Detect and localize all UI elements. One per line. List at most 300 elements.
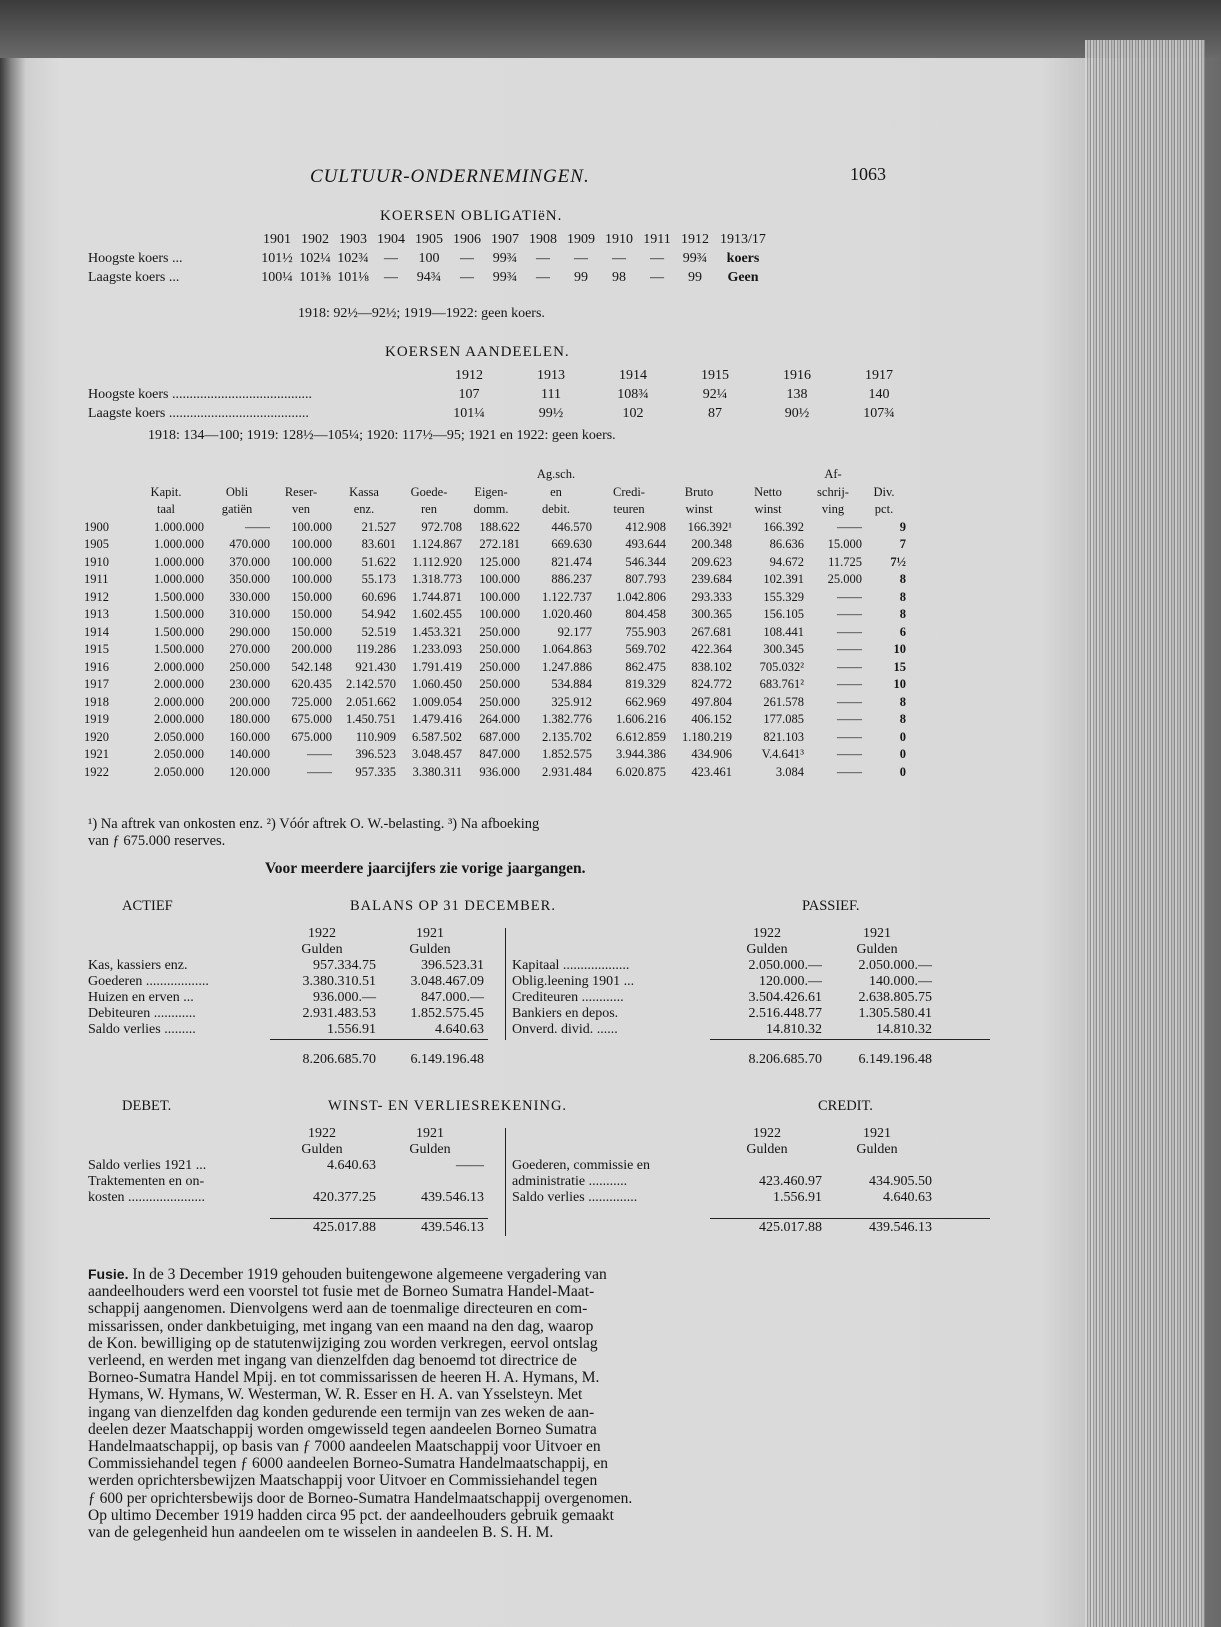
value-cell: 55.173 (361, 572, 396, 586)
value-cell: 546.344 (625, 554, 666, 569)
value-cell: 755.903 (625, 624, 666, 639)
value-cell: 3.380.311 (412, 764, 462, 779)
value-cell: 160.000 (229, 729, 270, 744)
value-cell: — (574, 251, 588, 266)
row-label: Crediteuren ............ (512, 990, 624, 1005)
value-cell: —— (245, 519, 270, 534)
total-1921: 6.149.196.48 (410, 1052, 484, 1067)
value-cell: 497.804 (691, 694, 732, 709)
table-row (88, 1158, 484, 1174)
total-1922: 8.206.685.70 (302, 1052, 376, 1067)
value-cell: 6.612.859 (616, 729, 666, 744)
value-cell: 101⅜ (299, 270, 331, 285)
value-cell: 290.000 (229, 624, 270, 639)
year-cell: 1905 (415, 232, 443, 247)
value-cell: —— (837, 747, 862, 761)
value-cell: 446.570 (551, 519, 592, 534)
paragraph-text: In de 3 December 1919 gehouden buitengewone algemeene vergadering van (132, 1266, 607, 1283)
value-cell: 1.122.737 (542, 589, 592, 604)
value-cell: 150.000 (291, 589, 332, 604)
year-cell: 1914 (619, 368, 647, 383)
value-cell: — (536, 270, 550, 285)
value-1922: 3.380.310.51 (302, 974, 376, 989)
row-label: Goederen .................. (88, 974, 209, 989)
book-page (60, 58, 1085, 1627)
value-cell: 270.000 (229, 642, 270, 656)
value-cell: —— (837, 694, 862, 709)
column-header: Reser- (284, 484, 318, 499)
value-cell: 209.623 (691, 554, 732, 569)
aandeelen-year-row (88, 366, 920, 385)
paragraph-text: werden oprichtersbewijzen Maatschappij voor Uitvoer en Commissiehandel tegen (88, 1472, 598, 1490)
year-1922: 1922 (753, 926, 781, 941)
table-row (84, 659, 906, 677)
year-cell: 1917 (865, 368, 893, 383)
value-cell: 99¾ (492, 251, 518, 266)
year-cell: 1911 (84, 572, 109, 586)
value-cell: 350.000 (229, 572, 270, 586)
paragraph-line (88, 1335, 993, 1352)
year-1921: 1921 (416, 1126, 444, 1141)
value-cell: 52.519 (361, 624, 396, 639)
column-header (732, 466, 804, 484)
total-1921: 6.149.196.48 (858, 1052, 932, 1067)
table-row (88, 958, 484, 974)
year-cell: 1917 (84, 677, 109, 691)
total-1921: 439.546.13 (869, 1220, 932, 1235)
paragraph-line (88, 1490, 993, 1507)
value-1922: 423.460.97 (759, 1174, 822, 1189)
value-cell: —— (837, 659, 862, 674)
value-cell: 98 (612, 270, 626, 285)
value-cell: 821.474 (551, 554, 592, 569)
year-cell: 1915 (701, 368, 729, 383)
value-cell: 94¾ (416, 270, 442, 285)
table-row (84, 694, 906, 712)
row-label: Laagste koers ... (88, 270, 180, 285)
paragraph-line (88, 1472, 993, 1489)
value-cell: 155.329 (763, 589, 804, 604)
balans-passief-total (512, 1052, 932, 1068)
column-header (84, 466, 128, 484)
column-header: debit. (541, 502, 571, 516)
year-cell: 1911 (643, 232, 671, 247)
balans-passief-table (512, 926, 932, 1068)
row-label: Saldo verlies 1921 ... (88, 1158, 207, 1173)
value-cell: 120.000 (229, 764, 270, 779)
column-header: pct. (874, 502, 894, 516)
row-label: Hoogste koers ........................................ (88, 387, 312, 402)
running-header: CULTUUR-ONDERNEMINGEN. (310, 166, 590, 187)
value-cell: 250.000 (479, 677, 520, 691)
row-label: Goederen, commissie en (512, 1158, 651, 1173)
value-cell: 267.681 (691, 624, 732, 639)
value-cell: 8 (899, 589, 906, 604)
value-cell: 6.020.875 (616, 764, 666, 779)
value-cell: 250.000 (479, 642, 520, 656)
year-cell: 1912 (681, 232, 709, 247)
winst-credit-total (512, 1220, 932, 1236)
year-cell: 1913 (537, 368, 565, 383)
value-cell: 725.000 (291, 694, 332, 709)
value-cell: —— (837, 764, 862, 779)
value-cell: 1.318.773 (412, 572, 462, 586)
aandeelen-table (88, 366, 920, 423)
value-cell: 250.000 (479, 694, 520, 709)
row-label: Huizen en erven ... (88, 990, 194, 1005)
row-label: Onverd. divid. ...... (512, 1022, 618, 1037)
column-header (862, 466, 906, 484)
balans-actief-table (88, 926, 484, 1068)
year-cell: 1906 (453, 232, 481, 247)
value-cell: 293.333 (691, 589, 732, 604)
table-row (88, 974, 484, 990)
year-1922: 1922 (753, 1126, 781, 1141)
value-cell: 10 (893, 642, 906, 656)
year-cell: 1913/17 (720, 232, 766, 247)
balans-passief-rows (512, 958, 932, 1038)
table-row (512, 958, 932, 974)
jaarcijfers-header-row (84, 501, 906, 519)
value-cell: 21.527 (361, 519, 396, 534)
paragraph-line (88, 1386, 993, 1403)
value-cell: 675.000 (291, 712, 332, 726)
year-cell: 1909 (567, 232, 595, 247)
value-cell: 542.148 (291, 659, 332, 674)
value-1922: 957.334.75 (313, 958, 376, 973)
column-header: Af- (824, 467, 842, 481)
year-cell: 1903 (339, 232, 367, 247)
value-cell: 250.000 (479, 624, 520, 639)
value-cell: 1.602.455 (412, 607, 462, 621)
value-cell: 862.475 (625, 659, 666, 674)
value-cell: 94.672 (769, 554, 804, 569)
value-cell: V.4.641³ (761, 747, 804, 761)
value-cell: 1.247.886 (542, 659, 592, 674)
column-header: taal (156, 502, 176, 516)
column-header: Netto (754, 484, 782, 499)
column-header: Credi- (613, 484, 645, 499)
value-cell: 1.124.867 (412, 537, 462, 551)
table-row (512, 1174, 932, 1190)
value-1922: 14.810.32 (766, 1022, 822, 1037)
value-1922 (268, 1174, 376, 1190)
table-row (84, 711, 906, 729)
unit-label: Gulden (746, 1142, 788, 1157)
value-cell: 6.587.502 (412, 729, 462, 744)
value-cell: 1.744.871 (412, 589, 462, 604)
value-cell: 2.000.000 (154, 694, 204, 709)
year-1921: 1921 (863, 926, 891, 941)
jaarcijfers-header-row (84, 484, 906, 502)
value-cell: 1.180.219 (682, 729, 732, 744)
table-row (84, 624, 906, 642)
column-header: schrij- (817, 484, 849, 499)
winst-debet-rows (88, 1158, 484, 1206)
value-cell: 300.365 (691, 607, 732, 621)
page-edges (1085, 40, 1205, 1627)
value-cell: 99½ (538, 406, 564, 421)
value-cell: —— (307, 747, 332, 761)
table-row (88, 1006, 484, 1022)
paragraph-text: ingang van dienzelfden dag konden gedurende een termijn van zes weken de aan- (88, 1403, 595, 1421)
winst-divider (505, 1128, 506, 1236)
value-cell: 1.500.000 (154, 642, 204, 656)
value-1922: 2.050.000.— (748, 958, 822, 973)
row-label: administratie ........... (512, 1174, 628, 1189)
obligaties-title: KOERSEN OBLIGATIëN. (380, 208, 563, 224)
value-cell: 2.000.000 (154, 659, 204, 674)
value-1921: 4.640.63 (435, 1022, 484, 1037)
value-cell: 705.032² (759, 659, 804, 674)
value-cell: 620.435 (291, 677, 332, 691)
column-header: Eigen- (474, 484, 508, 499)
value-1922: 420.377.25 (313, 1190, 376, 1205)
value-cell: 272.181 (479, 537, 520, 551)
value-cell: 3.048.457 (412, 747, 462, 761)
value-1921: 439.546.13 (421, 1190, 484, 1205)
value-cell: 102¼ (299, 251, 331, 266)
paragraph-text: Commissiehandel tegen ƒ 6000 aandeelen Borneo-Sumatra Handelmaatschappij, en (88, 1455, 608, 1473)
value-1921: 396.523.31 (421, 958, 484, 973)
value-cell: 662.969 (625, 694, 666, 709)
value-cell: 9 (899, 519, 906, 534)
table-row (88, 1174, 484, 1190)
value-cell: 2.051.662 (346, 694, 396, 709)
value-cell: 396.523 (355, 747, 396, 761)
value-cell: 847.000 (479, 747, 520, 761)
paragraph-line (88, 1455, 993, 1472)
row-label: Kapitaal ................... (512, 958, 630, 973)
value-cell: 83.601 (361, 537, 396, 551)
table-row (84, 641, 906, 659)
value-1922: 1.556.91 (773, 1190, 822, 1205)
value-cell: 51.622 (361, 554, 396, 569)
unit-label: Gulden (746, 942, 788, 957)
unit-label: Gulden (856, 1142, 898, 1157)
aandeelen-row-laagste (88, 404, 920, 423)
winst-title: WINST- EN VERLIESREKENING. (328, 1098, 568, 1114)
column-header (332, 466, 396, 484)
paragraph-line (88, 1318, 993, 1335)
year-cell: 1919 (84, 712, 109, 726)
table-row (84, 746, 906, 764)
year-cell: 1921 (84, 747, 109, 761)
value-cell: 669.630 (551, 537, 592, 551)
column-header: ving (821, 502, 845, 516)
value-cell: 108¾ (617, 387, 649, 402)
column-header (396, 466, 462, 484)
value-cell: 100.000 (291, 572, 332, 586)
year-cell: 1912 (455, 368, 483, 383)
value-cell: 2.050.000 (154, 747, 204, 761)
value-cell: — (460, 251, 474, 266)
row-label: Kas, kassiers enz. (88, 958, 188, 973)
value-cell: —— (837, 729, 862, 744)
table-row (84, 676, 906, 694)
column-header (462, 466, 520, 484)
value-cell: 150.000 (291, 624, 332, 639)
value-cell: 3.084 (775, 764, 804, 779)
jaarcijfers-table (84, 466, 906, 781)
paragraph-text: schappij aangenomen. Dienvolgens werd aan de toenmalige directeuren en com- (88, 1300, 588, 1318)
row-label: Debiteuren ............ (88, 1006, 196, 1021)
fusie-paragraph (88, 1266, 993, 1541)
value-1922: 2.516.448.77 (748, 1006, 822, 1021)
year-cell: 1916 (84, 659, 109, 674)
value-cell: 107¾ (863, 406, 895, 421)
value-cell: 140.000 (229, 747, 270, 761)
value-cell: 166.392¹ (687, 519, 732, 534)
value-cell: 1.453.321 (412, 624, 462, 639)
obligaties-year-row (88, 230, 772, 249)
value-cell: 1.479.416 (412, 712, 462, 726)
unit-label: Gulden (409, 1142, 451, 1157)
value-cell: 100.000 (291, 537, 332, 551)
column-header: Bruto (684, 484, 714, 499)
column-header: ven (291, 502, 311, 516)
row-label: Hoogste koers ... (88, 251, 183, 266)
value-1922: 3.504.426.61 (748, 990, 822, 1005)
obligaties-table (88, 230, 772, 287)
value-cell: 807.793 (625, 572, 666, 586)
value-1921 (376, 1174, 484, 1190)
value-cell: 423.461 (691, 764, 732, 779)
row-label: kosten ...................... (88, 1190, 206, 1205)
column-header: Obli (225, 484, 249, 499)
value-1921 (822, 1158, 932, 1174)
value-cell: 412.908 (625, 519, 666, 534)
value-cell: — (650, 251, 664, 266)
column-header (592, 466, 666, 484)
column-header (204, 466, 270, 484)
paragraph-text: de Kon. bewilliging op de statutenwijziging zou worden verkregen, eervol ontslag (88, 1334, 598, 1352)
paragraph-text: Hymans, W. Hymans, W. Westerman, W. R. Esser en H. A. van Ysselsteyn. Met (88, 1386, 583, 1404)
value-cell: 2.000.000 (154, 677, 204, 691)
row-label: Laagste koers ........................................ (88, 406, 309, 421)
value-cell: —— (837, 607, 862, 621)
value-1921: 2.638.805.75 (858, 990, 932, 1005)
value-cell: 239.684 (691, 572, 732, 586)
value-cell: 107 (458, 387, 480, 402)
value-cell: 100¼ (261, 270, 293, 285)
value-cell: 92.177 (557, 624, 592, 639)
value-cell: 8 (899, 572, 906, 586)
value-1922 (712, 1158, 822, 1174)
value-cell: 0 (899, 764, 906, 779)
year-cell: 1907 (491, 232, 519, 247)
value-cell: — (460, 270, 474, 285)
paragraph-text: deelen dezer Maatschappij worden omgewisseld tegen aandeelen Borneo Sumatra (88, 1420, 597, 1438)
value-cell: 100.000 (291, 554, 332, 569)
value-cell: 7 (899, 537, 906, 551)
obligaties-row-hoogste (88, 249, 772, 268)
value-cell: 8 (899, 607, 906, 621)
value-cell: 683.761² (759, 677, 804, 691)
value-cell: — (650, 270, 664, 285)
value-cell: 180.000 (229, 712, 270, 726)
obligaties-note: 1918: 92½—92½; 1919—1922: geen koers. (298, 306, 545, 321)
table-row (88, 1190, 484, 1206)
value-cell: 1.060.450 (412, 677, 462, 691)
value-cell: 230.000 (229, 677, 270, 691)
value-cell: 99 (574, 270, 588, 285)
paragraph-line (88, 1283, 993, 1300)
table-row (84, 554, 906, 572)
value-cell: —— (837, 712, 862, 726)
winst-right-title: CREDIT. (818, 1098, 873, 1114)
year-cell: 1910 (605, 232, 633, 247)
value-cell: 100.000 (479, 607, 520, 621)
value-1921: 1.305.580.41 (858, 1006, 932, 1021)
value-cell: 1.112.920 (412, 554, 462, 569)
value-cell: 1.009.054 (412, 694, 462, 709)
value-cell: 156.105 (763, 607, 804, 621)
column-header (666, 466, 732, 484)
value-cell: 470.000 (229, 537, 270, 551)
column-header: Ag.sch. (536, 467, 576, 481)
footnote-line-2: van ƒ 675.000 reserves. (88, 833, 226, 849)
value-cell: 188.622 (479, 519, 520, 534)
value-cell: 138 (786, 387, 808, 402)
table-row (512, 974, 932, 990)
value-cell: —— (307, 764, 332, 779)
value-cell: 92¼ (702, 387, 728, 402)
value-cell: 125.000 (479, 554, 520, 569)
year-cell: 1914 (84, 624, 109, 639)
paragraph-line (88, 1369, 993, 1386)
aandeelen-row-hoogste (88, 385, 920, 404)
value-cell: 15 (893, 659, 906, 674)
value-cell: 90½ (784, 406, 810, 421)
table-row (84, 589, 906, 607)
fusie-label: Fusie. (88, 1266, 133, 1282)
unit-label: Gulden (301, 942, 343, 957)
aandeelen-title: KOERSEN AANDEELEN. (385, 344, 570, 360)
value-cell: 200.348 (691, 537, 732, 551)
column-header: Div. (873, 484, 895, 499)
value-cell: 330.000 (229, 589, 270, 604)
value-cell: 1.606.216 (616, 712, 666, 726)
table-row (84, 571, 906, 589)
unit-label: Gulden (301, 1142, 343, 1157)
paragraph-text: missarissen, onder dankbetuiging, met ingang van een maand na den dag, waarop (88, 1317, 594, 1335)
value-cell: 1.064.863 (542, 642, 592, 656)
value-1921: 434.905.50 (869, 1174, 932, 1189)
table-row (512, 990, 932, 1006)
value-cell: 2.050.000 (154, 729, 204, 744)
value-cell: 325.912 (551, 694, 592, 709)
value-cell: 99¾ (492, 270, 518, 285)
year-1921: 1921 (416, 926, 444, 941)
value-cell: — (536, 251, 550, 266)
column-header: ren (421, 502, 437, 516)
value-1921: 847.000.— (421, 990, 484, 1005)
value-cell: — (384, 251, 398, 266)
column-header: Goede- (410, 484, 448, 499)
table-row (84, 764, 906, 782)
table-row (88, 1022, 484, 1038)
paragraph-line (88, 1507, 993, 1524)
row-label: Saldo verlies .............. (512, 1190, 638, 1205)
value-cell: koers (726, 251, 760, 266)
paragraph-text: verleend, en werden met ingang van dienzelfden dag benoemd tot directrice de (88, 1352, 577, 1370)
column-header: winst (754, 502, 782, 516)
value-cell: 1.500.000 (154, 589, 204, 604)
value-cell: 8 (899, 712, 906, 726)
value-cell: 101¼ (453, 406, 485, 421)
value-cell: 1.020.460 (542, 607, 592, 621)
